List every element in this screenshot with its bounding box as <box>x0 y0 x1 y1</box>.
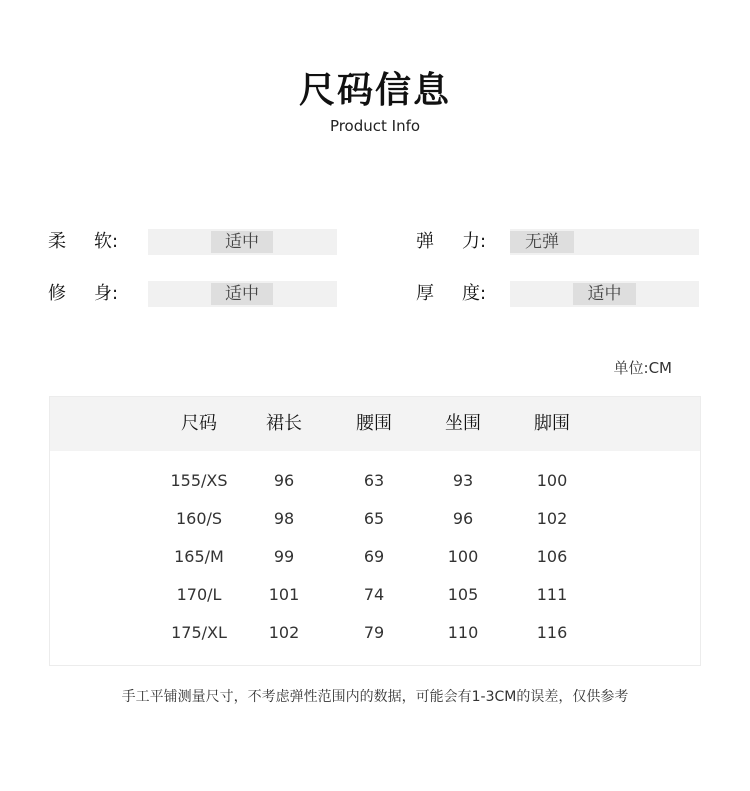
table-cell: 101 <box>268 585 300 604</box>
attribute-thickness <box>416 281 700 307</box>
attribute-fit <box>48 281 338 307</box>
table-cell: 98 <box>273 509 295 528</box>
attribute-label <box>48 229 128 255</box>
attribute-elasticity <box>416 229 700 255</box>
table-cell: 74 <box>363 585 385 604</box>
table-cell: 96 <box>273 471 295 490</box>
attribute-label-char: 度: <box>462 283 487 304</box>
attribute-value: 适中 <box>211 283 273 305</box>
table-header-cell: 坐围 <box>445 413 481 434</box>
table-cell: 102 <box>536 509 568 528</box>
unit-label: 单位:CM <box>613 359 672 377</box>
attribute-value: 适中 <box>573 283 636 305</box>
table-cell: 63 <box>363 471 385 490</box>
page-title: 尺码信息 <box>298 70 451 111</box>
table-cell: 99 <box>273 547 295 566</box>
table-cell: 100 <box>536 471 568 490</box>
table-cell: 93 <box>452 471 474 490</box>
table-header <box>50 397 700 451</box>
table-cell: 116 <box>536 623 568 642</box>
attribute-scale <box>148 229 337 255</box>
attribute-label-char: 厚 <box>416 283 434 304</box>
attribute-label-char: 力: <box>462 231 487 252</box>
attribute-label <box>416 229 496 255</box>
table-header-cell: 腰围 <box>356 413 392 434</box>
table-cell: 96 <box>452 509 474 528</box>
table-header-cell: 脚围 <box>534 413 570 434</box>
table-cell: 110 <box>447 623 479 642</box>
attribute-softness <box>48 229 338 255</box>
attribute-label-char: 身: <box>94 283 119 304</box>
table-cell: 111 <box>536 585 568 604</box>
table-cell: 65 <box>363 509 385 528</box>
attribute-label-char: 柔 <box>48 231 66 252</box>
table-cell: 79 <box>363 623 385 642</box>
page-subtitle: Product Info <box>329 117 421 135</box>
table-cell: 105 <box>447 585 479 604</box>
table-header-cell: 尺码 <box>181 413 217 434</box>
table-cell: 170/L <box>176 585 222 604</box>
table-cell: 106 <box>536 547 568 566</box>
attribute-label <box>48 281 128 307</box>
attribute-scale <box>510 281 699 307</box>
attribute-label-char: 软: <box>94 231 119 252</box>
measurement-footnote: 手工平铺测量尺寸，不考虑弹性范围内的数据，可能会有1-3CM的误差，仅供参考 <box>121 689 629 705</box>
attribute-label <box>416 281 496 307</box>
attribute-label-char: 修 <box>48 283 66 304</box>
attribute-scale <box>510 229 699 255</box>
table-header-cell: 裙长 <box>266 413 302 434</box>
attribute-value: 无弹 <box>510 231 574 253</box>
size-table <box>49 396 701 666</box>
table-cell: 69 <box>363 547 385 566</box>
table-cell: 155/XS <box>170 471 228 490</box>
attribute-label-char: 弹 <box>416 231 434 252</box>
table-cell: 160/S <box>175 509 223 528</box>
table-cell: 100 <box>447 547 479 566</box>
attribute-scale <box>148 281 337 307</box>
attribute-value: 适中 <box>211 231 273 253</box>
table-cell: 165/M <box>174 547 224 566</box>
table-cell: 175/XL <box>171 623 227 642</box>
table-cell: 102 <box>268 623 300 642</box>
